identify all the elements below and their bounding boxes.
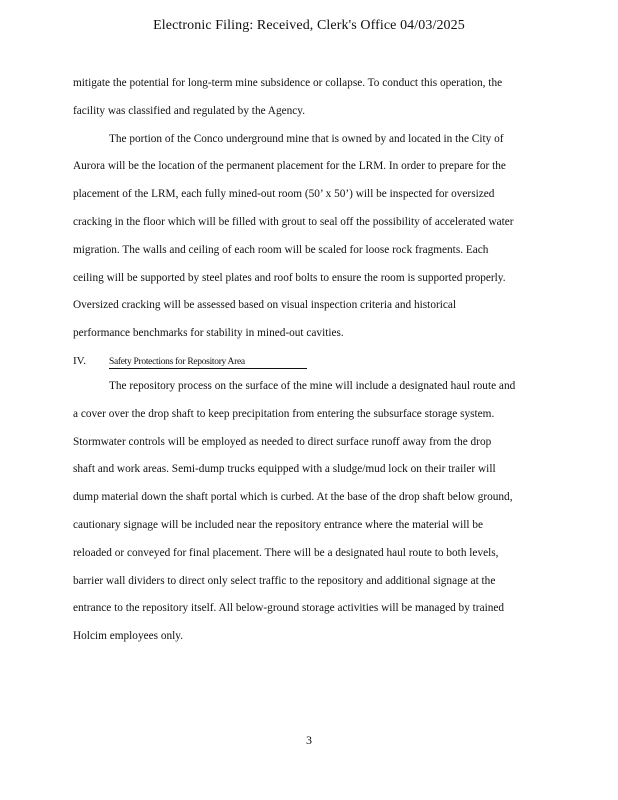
text-line: entrance to the repository itself. All below-ground storage activities will be managed by trained xyxy=(73,602,505,615)
text-line: cracking in the floor which will be filled with grout to seal off the possibility of accelerated water xyxy=(73,215,514,228)
section-number: IV. xyxy=(73,354,86,367)
page-number: 3 xyxy=(306,733,312,747)
text-line: barrier wall dividers to direct only select traffic to the repository and additional signage at the xyxy=(73,574,496,587)
section-heading xyxy=(73,351,543,371)
text-line: Stormwater controls will be employed as needed to direct surface runoff away from the drop xyxy=(73,435,492,448)
text-line: placement of the LRM, each fully mined-out room (50’ x 50’) will be inspected for oversized xyxy=(73,188,495,201)
text-line: dump material down the shaft portal which is curbed. At the base of the drop shaft below ground, xyxy=(73,491,513,504)
text-line: The portion of the Conco underground mine that is owned by and located in the City of xyxy=(109,132,504,145)
text-line: mitigate the potential for long-term mine subsidence or collapse. To conduct this operation, the xyxy=(73,77,503,89)
text-line: Holcim employees only. xyxy=(73,630,184,643)
paragraph-mine-preparation xyxy=(73,126,543,348)
text-line: cautionary signage will be included near the repository entrance where the material will be xyxy=(73,518,483,531)
section-title: Safety Protections for Repository Area xyxy=(109,356,307,369)
text-line: migration. The walls and ceiling of each room will be scaled for loose rock fragments. Each xyxy=(73,243,489,256)
text-line: Aurora will be the location of the permanent placement for the LRM. In order to prepare for the xyxy=(73,160,506,173)
text-line: The repository process on the surface of the mine will include a designated haul route and xyxy=(109,379,516,392)
text-line: a cover over the drop shaft to keep precipitation from entering the subsurface storage system. xyxy=(73,407,495,420)
text-line: Oversized cracking will be assessed based on visual inspection criteria and historical xyxy=(73,299,457,312)
paragraph-continuation xyxy=(73,70,543,126)
text-line: facility was classified and regulated by the Agency. xyxy=(73,104,306,117)
paragraph-repository-process xyxy=(73,373,543,651)
filing-stamp-header: Electronic Filing: Received, Clerk's Office 04/03/2025 xyxy=(153,18,465,33)
document-body xyxy=(73,70,543,651)
text-line: ceiling will be supported by steel plates and roof bolts to ensure the room is supported properly. xyxy=(73,271,506,284)
text-line: performance benchmarks for stability in mined-out cavities. xyxy=(73,327,344,340)
text-line: shaft and work areas. Semi-dump trucks equipped with a sludge/mud lock on their trailer will xyxy=(73,463,496,476)
text-line: reloaded or conveyed for final placement. There will be a designated haul route to both levels, xyxy=(73,546,499,559)
